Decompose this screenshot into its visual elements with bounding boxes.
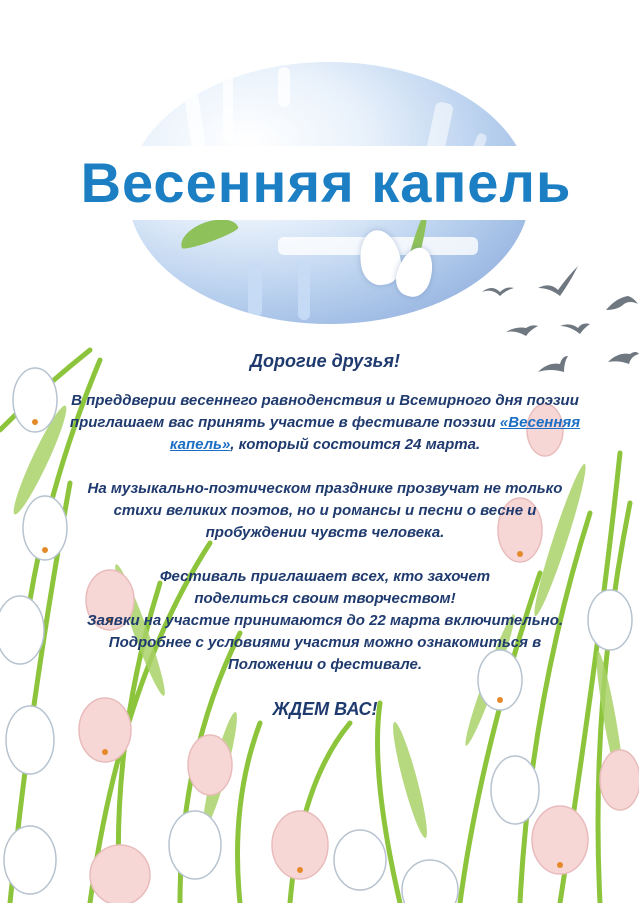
program-line-3: пробуждении чувств человека. bbox=[205, 524, 445, 541]
participation-line-3: Заявки на участие принимаются до 22 марта включительно. bbox=[86, 612, 564, 629]
festival-title: Весенняя капель bbox=[80, 151, 572, 214]
invitation-text-part: В преддверии весеннего равноденствия и Всемирного дня поэзии приглашаем вас принять участие в фестивале поэзии bbox=[69, 392, 579, 431]
participation-line-5: Положении о фестивале. bbox=[228, 656, 422, 673]
invitation-text bbox=[60, 350, 590, 720]
greeting-heading: Дорогие друзья! bbox=[250, 351, 400, 371]
program-line-2: стихи великих поэтов, но и романсы и песни о весне и bbox=[113, 502, 537, 519]
participation-line-2: поделиться своим творчеством! bbox=[194, 590, 456, 607]
paragraph-program bbox=[60, 478, 590, 544]
invitation-date-text: , который состоится 24 марта. bbox=[230, 436, 481, 453]
paragraph-participation bbox=[60, 566, 590, 676]
program-line-1: На музыкально-поэтическом празднике прозвучат не только bbox=[87, 480, 563, 497]
paragraph-invitation bbox=[60, 390, 590, 456]
closing-text: ЖДЕМ ВАС! bbox=[272, 699, 378, 719]
festival-name-link[interactable]: «Весенняя капель» bbox=[169, 414, 581, 453]
participation-line-4: Подробнее с условиями участия можно ознакомиться в bbox=[108, 634, 542, 651]
participation-line-1: Фестиваль приглашает всех, кто захочет bbox=[159, 568, 491, 585]
